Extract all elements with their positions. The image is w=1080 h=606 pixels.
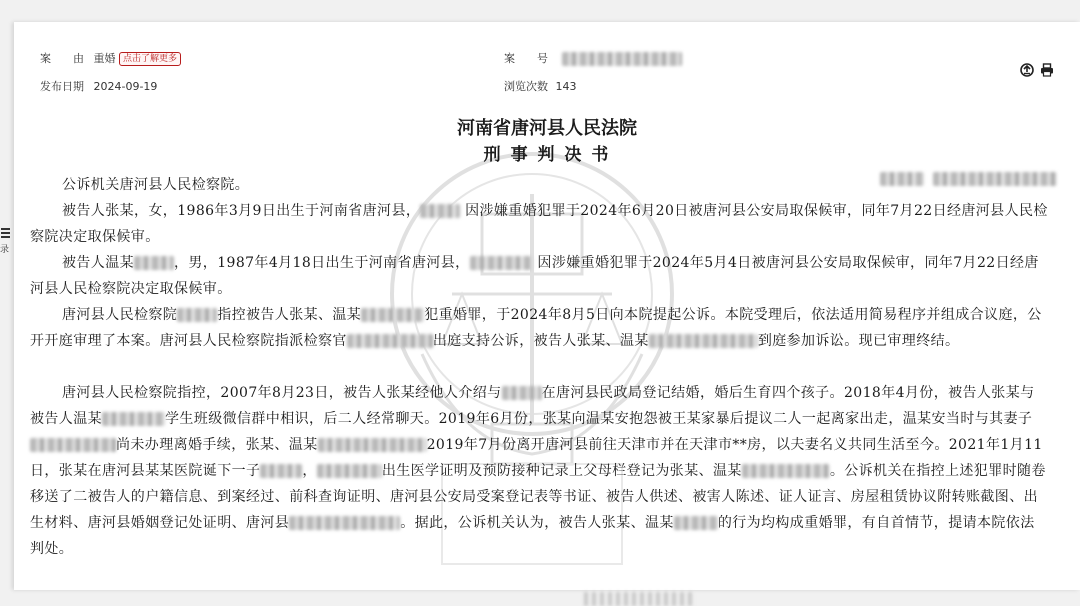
redacted-text bbox=[30, 438, 116, 452]
learn-more-link[interactable]: 点击了解更多 bbox=[119, 52, 181, 66]
menu-icon bbox=[1, 228, 10, 230]
view-count-label: 浏览次数 bbox=[504, 80, 548, 93]
redacted-text bbox=[347, 334, 433, 348]
sidebar-tab-label: 录 bbox=[0, 245, 10, 255]
menu-icon-line bbox=[1, 236, 10, 238]
redacted-text bbox=[260, 464, 302, 478]
upload-icon[interactable] bbox=[1020, 62, 1034, 76]
court-name: 河南省唐河县人民法院 bbox=[457, 118, 637, 139]
case-reason-value: 重婚 bbox=[93, 52, 116, 65]
sidebar-catalog-tab[interactable] bbox=[0, 228, 12, 255]
redacted-text bbox=[317, 464, 382, 478]
bottom-redacted-stamp bbox=[584, 592, 694, 606]
redacted-text bbox=[470, 256, 533, 270]
publish-date bbox=[40, 78, 157, 94]
menu-icon-line bbox=[1, 232, 10, 234]
case-reason bbox=[40, 50, 181, 66]
redacted-text bbox=[102, 412, 165, 426]
redacted-text bbox=[742, 464, 830, 478]
document-type: 刑 事 判 决 书 bbox=[483, 145, 611, 165]
view-count bbox=[504, 78, 577, 94]
redacted-text bbox=[502, 386, 542, 400]
case-number bbox=[504, 50, 682, 66]
case-number-redacted bbox=[562, 52, 682, 66]
print-icon[interactable] bbox=[1040, 62, 1054, 76]
prosecutor-paragraph: 公诉机关唐河县人民检察院。 bbox=[62, 177, 250, 193]
case-number-label: 案 号 bbox=[504, 52, 548, 65]
document-page bbox=[14, 22, 1080, 590]
procedure-paragraph: 唐河县人民检察院 指控被告人张某、温某 犯重婚罪，于2024年8月5日向本院提起公诉。本院受理后，依法适用简易程序并组成合议庭，公开开庭审理了本案。唐河县人民检察院指派检察官 出庭支持公诉，被告人张某、温某 到庭参加诉讼。现已审理终结。 bbox=[30, 307, 1042, 349]
redacted-text bbox=[649, 334, 758, 348]
defendant-wen-paragraph: 被告人温某 ，男，1987年4月18日出生于河南省唐河县， 因涉嫌重婚犯罪于2024年5月4日被唐河县公安局取保候审，同年7月22日经唐河县人民检察院决定取保候审。 bbox=[30, 255, 1039, 297]
redacted-text bbox=[674, 516, 718, 530]
case-reason-label: 案 由 bbox=[40, 52, 84, 65]
redacted-text bbox=[361, 308, 424, 322]
redacted-text bbox=[420, 204, 460, 218]
toolbar bbox=[1020, 62, 1054, 76]
redacted-text bbox=[134, 256, 174, 270]
defendant-zhang-paragraph: 被告人张某，女，1986年3月9日出生于河南省唐河县， 因涉嫌重婚犯罪于2024年6月20日被唐河县公安局取保候审，同年7月22日经唐河县人民检察院决定取保候审。 bbox=[30, 203, 1048, 245]
redacted-text bbox=[177, 308, 217, 322]
redacted-text bbox=[289, 516, 400, 530]
view-count-value: 143 bbox=[555, 80, 577, 93]
publish-date-label: 发布日期 bbox=[40, 80, 84, 93]
redacted-text bbox=[318, 438, 427, 452]
publish-date-value: 2024-09-19 bbox=[93, 80, 158, 93]
indictment-paragraph: 唐河县人民检察院指控，2007年8月23日，被告人张某经他人介绍与 在唐河县民政局登记结婚，婚后生育四个孩子。2018年4月份，被告人张某与被告人温某 学生班级微信群中相识，后二人经常聊天。2019年6月份，张某向温某安抱怨被王某家暴后提议二人一起离家出走，温某安当时与其妻子尚未办理离婚手续，张某、温某 2019年7月份离开唐河县前往天津市并在天津市**房，以夫妻名义共同生活至今。2021年1月11日，张某在唐河县某某医院诞下一子 ， 出生医学证明及预防接种记录上父母栏登记为张某、温某 。公诉机关在指控上述犯罪时随卷移送了二被告人的户籍信息、到案经过、前科查询证明、唐河县公安局受案登记表等书证、被告人供述、被害人陈述、证人证言、房屋租赁协议附转账截图、出生材料、唐河县婚姻登记处证明、唐河县 。据此，公诉机关认为，被告人张某、温某 的行为均构成重婚罪，有自首情节，提请本院依法判处。 bbox=[30, 385, 1046, 557]
